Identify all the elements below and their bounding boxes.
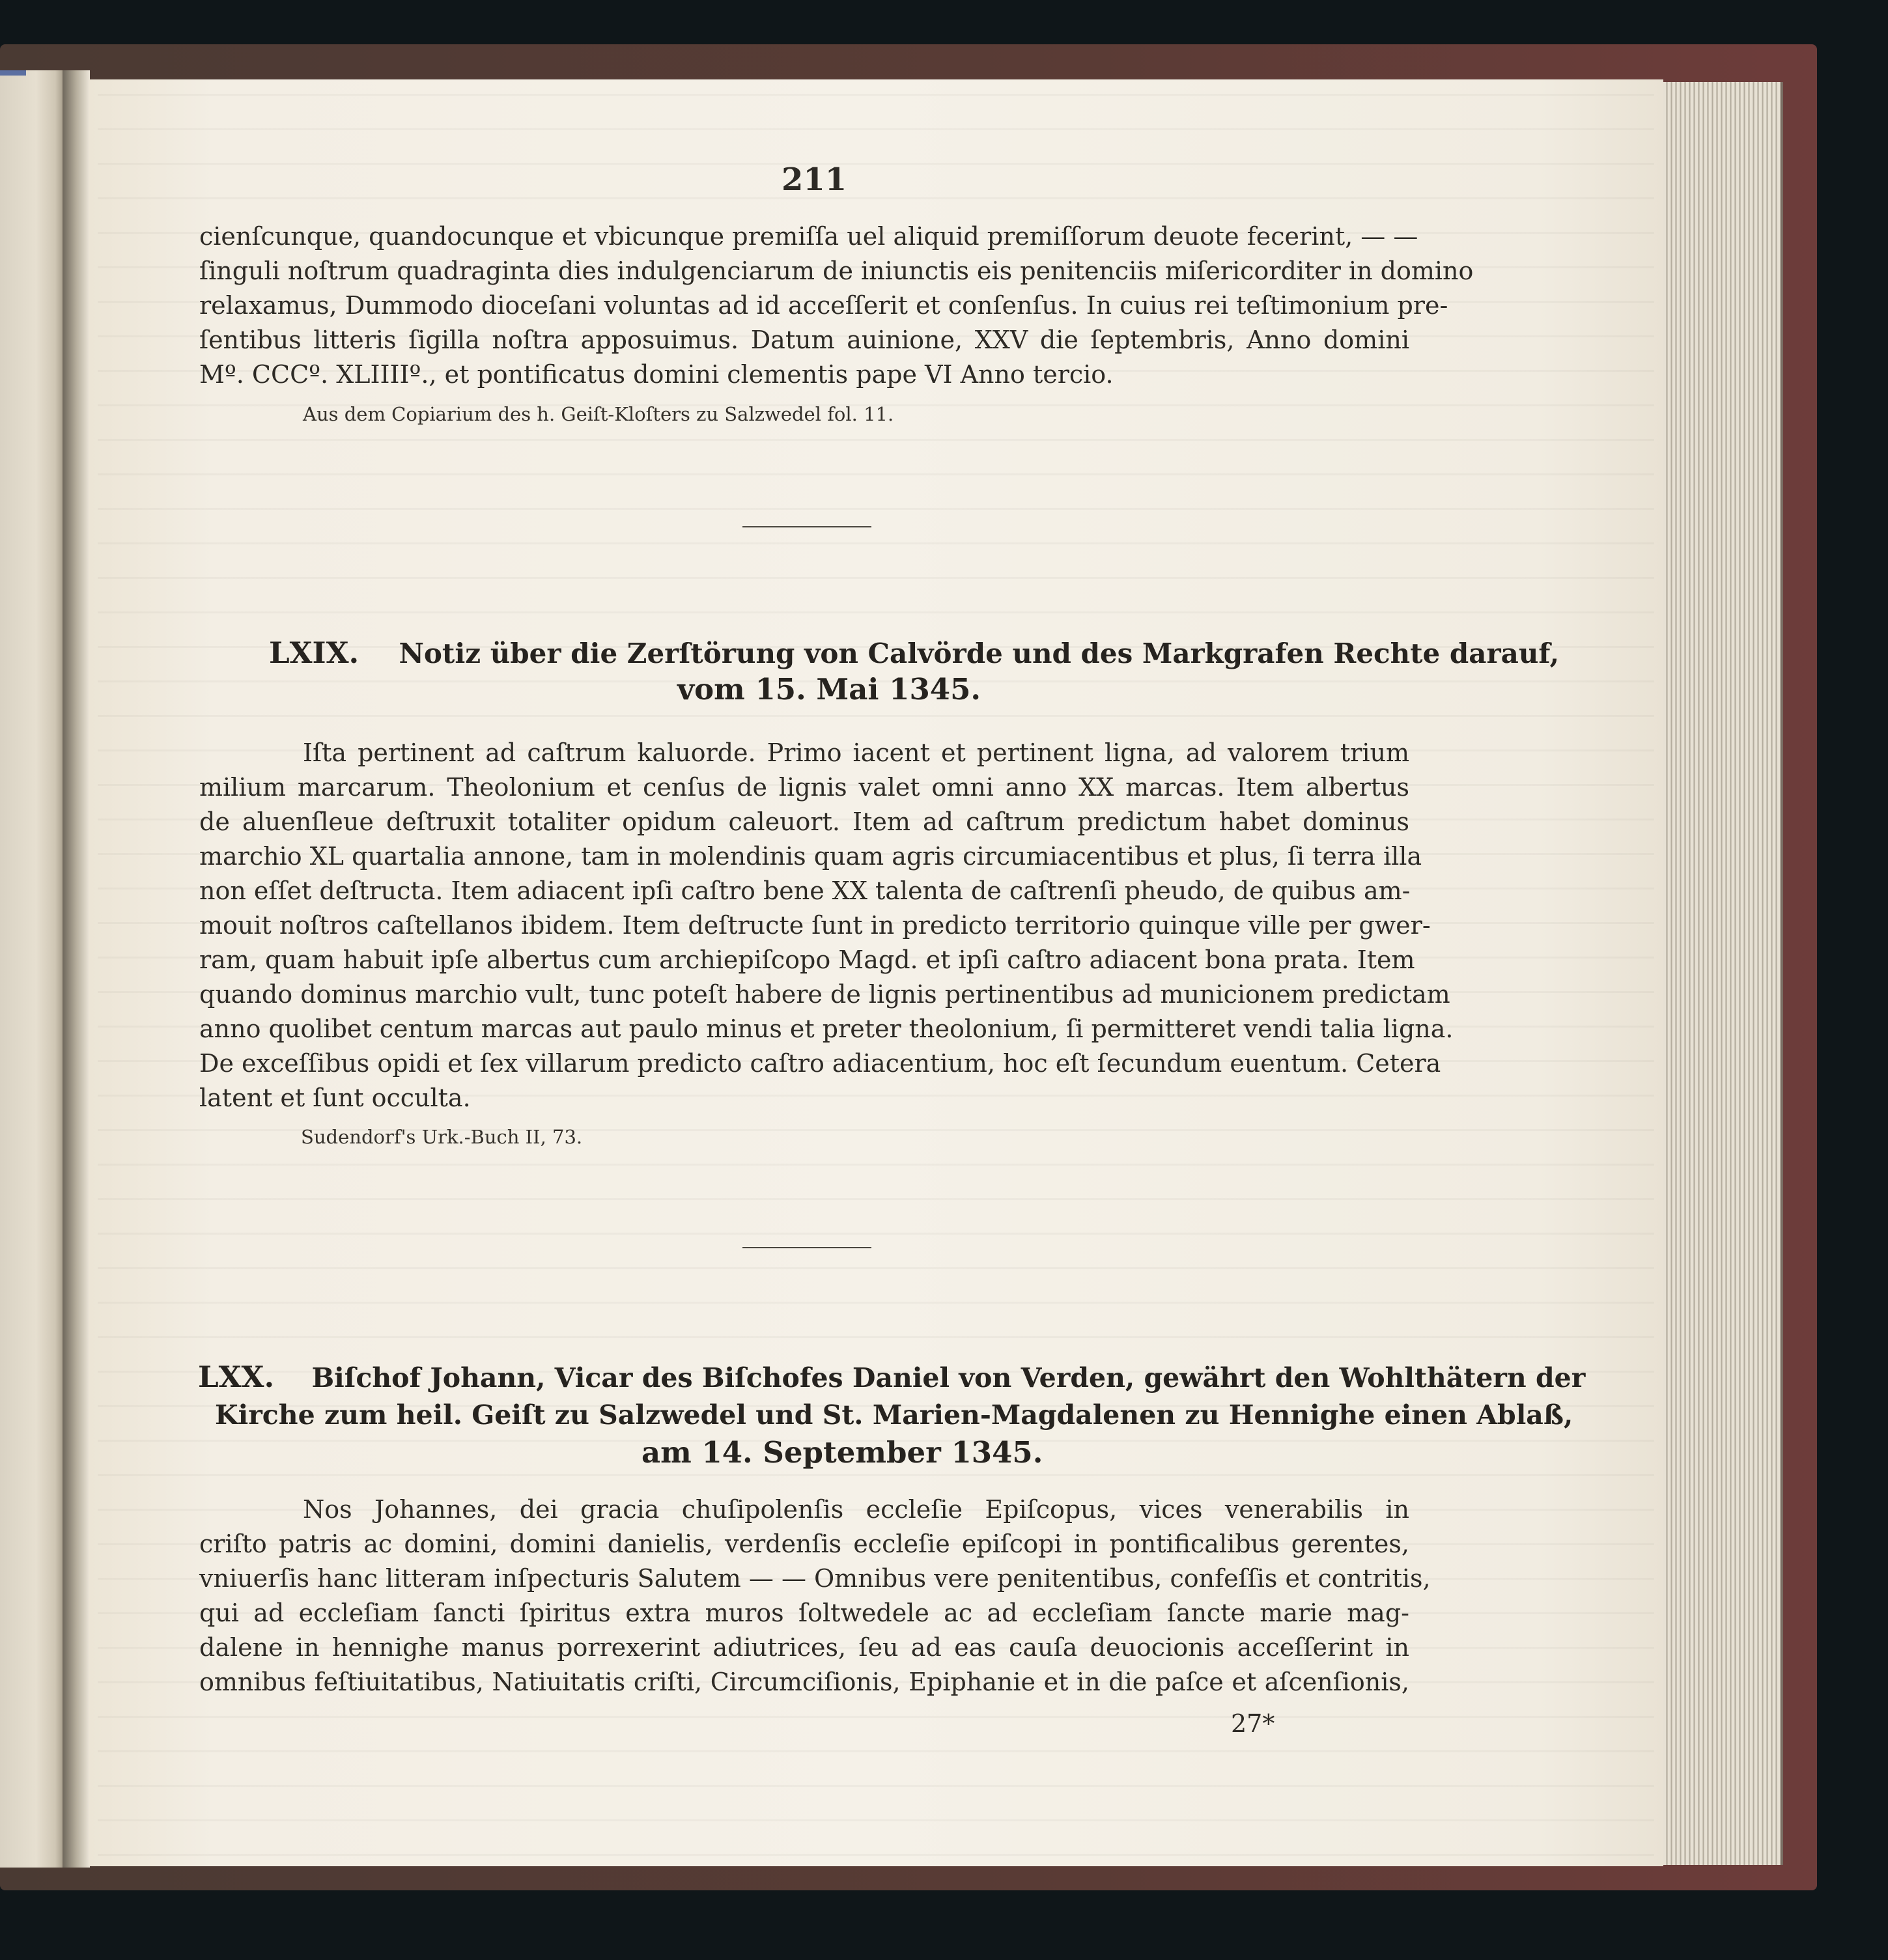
document-number: LXIX. bbox=[269, 636, 359, 670]
document-title: Notiz über die Zerſtörung von Calvörde und des Markgrafen Rechte darauf, bbox=[399, 637, 1560, 669]
text-line: ſinguli noſtrum quadraginta dies indulgenciarum de iniunctis eis penitenciis miſericorditer in domino bbox=[199, 257, 1474, 285]
source-note: Aus dem Copiarium des h. Geiſt-Kloſters zu Salzwedel fol. 11. bbox=[303, 403, 894, 425]
text-line: qui ad eccleſiam ſancti ſpiritus extra muros ſoltwedele ac ad eccleſiam ſancte marie mag- bbox=[199, 1599, 1409, 1627]
text-line: criſto patris ac domini, domini danielis, verdenſis eccleſie epiſcopi in pontificalibus gerentes, bbox=[199, 1530, 1409, 1558]
text-line: milium marcarum. Theolonium et cenſus de lignis valet omni anno XX marcas. Item albertus bbox=[199, 773, 1409, 802]
text-line: Mº. CCCº. XLIIIIº., et pontificatus domini clementis pape VI Anno tercio. bbox=[199, 360, 1114, 389]
text-line: de aluenſleue deſtruxit totaliter opidum caleuort. Item ad caſtrum predictum habet dominus bbox=[199, 807, 1409, 836]
text-line: dalene in hennighe manus porrexerint adiutrices, ſeu ad eas cauſa deuocionis acceſſerint in bbox=[199, 1633, 1409, 1662]
text-line: vniuerſis hanc litteram inſpecturis Salutem — — Omnibus vere penitentibus, confeſſis et contritis, bbox=[199, 1564, 1431, 1593]
text-line: De exceſſibus opidi et ſex villarum predicto caſtro adiacentium, hoc eſt ſecundum euentum. Cetera bbox=[199, 1049, 1441, 1078]
text-line: relaxamus, Dummodo dioceſani voluntas ad id acceſſerit et conſenſus. In cuius rei teſtimonium pre- bbox=[199, 291, 1448, 320]
source-note: Sudendorf's Urk.-Buch II, 73. bbox=[301, 1126, 583, 1148]
text-line: marchio XL quartalia annone, tam in molendinis quam agris circumiacentibus et plus, ſi terra illa bbox=[199, 842, 1422, 871]
book-gutter bbox=[63, 70, 90, 1868]
page-number: 211 bbox=[782, 161, 847, 198]
text-line: omnibus feſtiuitatibus, Natiuitatis criſti, Circumciſionis, Epiphanie et in die paſce et aſcenſionis, bbox=[199, 1668, 1409, 1696]
section-divider bbox=[742, 1247, 871, 1248]
text-line: quando dominus marchio vult, tunc poteſt habere de lignis pertinentibus ad municionem predictam bbox=[199, 980, 1450, 1009]
document-date: am 14. September 1345. bbox=[641, 1435, 1043, 1470]
text-line: ram, quam habuit ipſe albertus cum archiepiſcopo Magd. et ipſi caſtro adiacent bona prata. Item bbox=[199, 945, 1415, 974]
document-title: Biſchof Johann, Vicar des Biſchofes Daniel von Verden, gewährt den Wohlthätern der bbox=[311, 1362, 1586, 1393]
document-number: LXX. bbox=[198, 1360, 275, 1394]
signature-mark: 27* bbox=[1231, 1709, 1275, 1738]
text-line: cienſcunque, quandocunque et vbicunque premiſſa uel aliquid premiſſorum deuote fecerint, — — bbox=[199, 222, 1418, 251]
text-line: latent et ſunt occulta. bbox=[199, 1084, 471, 1112]
section-divider bbox=[742, 526, 871, 527]
text-line: non eſſet deſtructa. Item adiacent ipſi caſtro bene XX talenta de caſtrenſi pheudo, de quibus am- bbox=[199, 876, 1411, 905]
text-line: ſentibus litteris ſigilla noſtra apposuimus. Datum auinione, XXV die ſeptembris, Anno domini bbox=[199, 326, 1409, 354]
left-page-edge bbox=[0, 70, 65, 1868]
page-stack-edge bbox=[1663, 82, 1783, 1865]
text-line: mouit noſtros caſtellanos ibidem. Item deſtructe ſunt in predicto territorio quinque ville per gwer- bbox=[199, 911, 1431, 940]
document-date: vom 15. Mai 1345. bbox=[677, 672, 981, 707]
document-title: Kirche zum heil. Geiſt zu Salzwedel und St. Marien-Magdalenen zu Hennighe einen Ablaß, bbox=[215, 1399, 1573, 1431]
blue-page-marbling bbox=[0, 70, 26, 76]
text-line: anno quolibet centum marcas aut paulo minus et preter theolonium, ſi permitteret vendi talia ligna. bbox=[199, 1015, 1454, 1043]
text-line: Iſta pertinent ad caſtrum kaluorde. Primo iacent et pertinent ligna, ad valorem trium bbox=[303, 738, 1409, 767]
text-line: Nos Johannes, dei gracia chuſipolenſis eccleſie Epiſcopus, vices venerabilis in bbox=[303, 1495, 1409, 1524]
